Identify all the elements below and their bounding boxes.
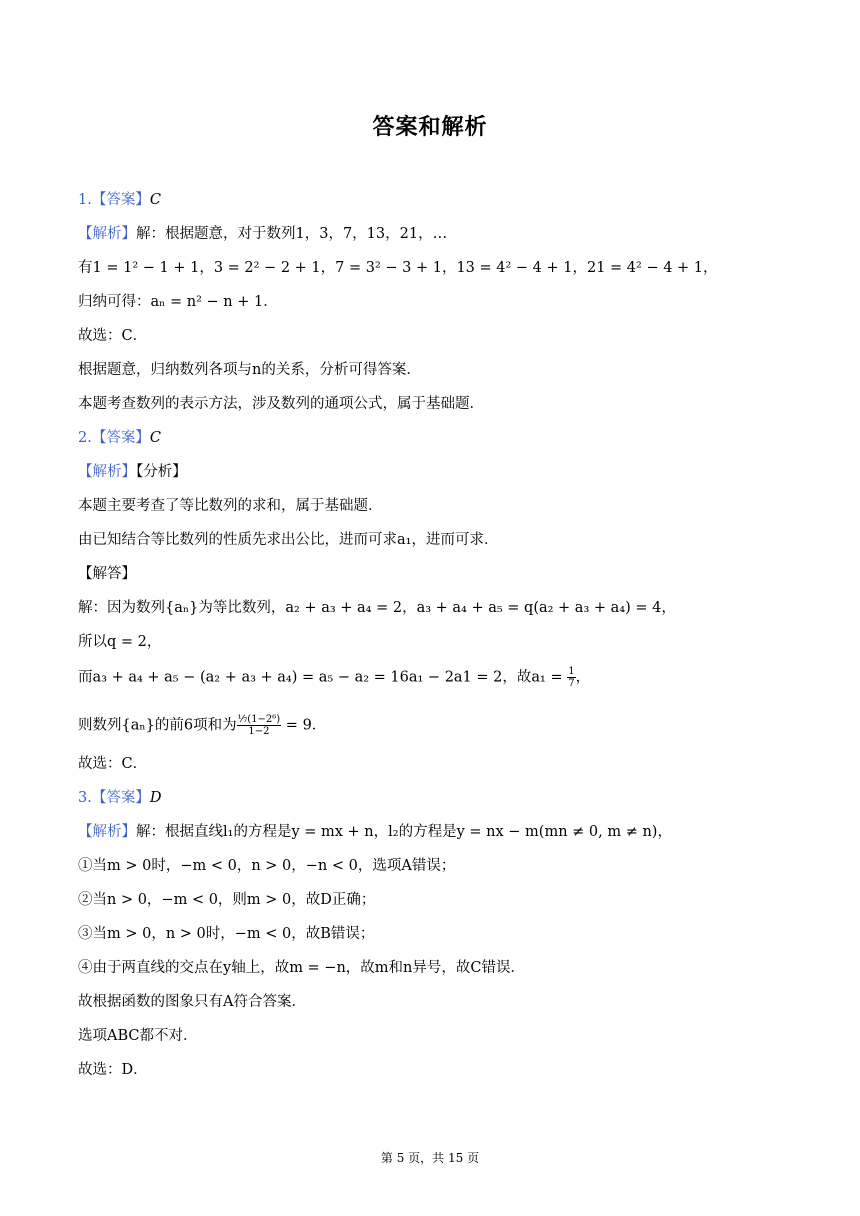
q3-analysis-line-1 [78, 822, 672, 842]
q3-text-4: ③当m > 0，n > 0时，−m < 0，故B错误； [78, 926, 375, 942]
q3-text-5: ④由于两直线的交点在y轴上，故m = −n，故m和n异号，故C错误． [78, 960, 525, 976]
q2-text-6 [78, 666, 590, 689]
q1-answer: C [149, 192, 161, 208]
q2-answer: C [149, 430, 161, 446]
q2-fraction-sum-num: ⅐(1−2⁶) [237, 714, 281, 725]
q3-answer: D [149, 790, 162, 806]
q2-text-7b: = 9． [281, 717, 327, 734]
q2-fraction-a1 [567, 666, 575, 689]
q3-answer-tag: 【答案】 [91, 790, 150, 806]
q2-text-5: 所以q = 2， [78, 634, 162, 650]
q2-text-8: 故选：C． [78, 756, 148, 772]
q3-text-7: 选项ABC都不对． [78, 1028, 198, 1044]
q1-analysis-line-1 [78, 224, 447, 244]
q2-text-2: 由已知结合等比数列的性质先求出公比，进而可求a₁，进而可求． [78, 532, 499, 548]
q2-text-6a: 而a₃ + a₄ + a₅ − (a₂ + a₃ + a₄) = a₅ − a₂ = 16a₁ − 2a1 = 2，故a₁ = [78, 669, 568, 686]
q1-text-5: 根据题意，归纳数列各项与n的关系，分析可得答案． [78, 362, 421, 378]
q2-analysis-line [78, 462, 187, 482]
q1-answer-tag: 【答案】 [91, 192, 150, 208]
q1-text-3: 归纳可得：aₙ = n² − n + 1． [78, 294, 278, 310]
q2-text-1: 本题主要考查了等比数列的求和，属于基础题． [78, 498, 383, 514]
q2-fraction-a1-den: 7 [568, 678, 575, 689]
q2-fenxi-tag: 【分析】 [136, 464, 187, 480]
q3-answer-header [78, 788, 161, 808]
q1-answer-header [78, 190, 161, 210]
q2-number: 2. [78, 430, 92, 446]
q3-text-8: 故选：D． [78, 1062, 148, 1078]
q3-text-3: ②当n > 0，−m < 0，则m > 0，故D正确； [78, 892, 376, 908]
q2-answer-tag: 【答案】 [91, 430, 150, 446]
q3-number: 3. [78, 790, 92, 806]
page-title: 答案和解析 [372, 115, 488, 140]
page-footer: 第 5 页，共 15 页 [380, 1151, 480, 1165]
q2-text-7a: 则数列{aₙ}的前6项和为 [78, 717, 237, 734]
q1-text-4: 故选：C． [78, 328, 148, 344]
q3-text-2: ①当m > 0时，−m < 0，n > 0，−n < 0，选项A错误； [78, 858, 456, 874]
q2-text-4: 解：因为数列{aₙ}为等比数列，a₂ + a₃ + a₄ = 2，a₃ + a₄ + a₅ = q(a₂ + a₃ + a₄) = 4， [78, 600, 676, 616]
q2-fraction-sum-den: 1−2 [248, 726, 270, 737]
q3-text-1: 解：根据直线l₁的方程是y = mx + n，l₂的方程是y = nx − m(mn ≠ 0, m ≠ n)， [136, 824, 672, 840]
q2-solution-tag: 【解答】 [78, 566, 136, 582]
q3-analysis-tag: 【解析】 [78, 824, 136, 840]
q1-text-2: 有1 = 1² − 1 + 1，3 = 2² − 2 + 1，7 = 3² − 3 + 1，13 = 4² − 4 + 1，21 = 4² − 4 + 1， [78, 260, 718, 276]
q2-answer-header [78, 428, 161, 448]
q1-text-6: 本题考查数列的表示方法，涉及数列的通项公式，属于基础题． [78, 396, 484, 412]
q1-text-1: 解：根据题意，对于数列1，3，7，13，21，… [136, 226, 448, 242]
q3-text-6: 故根据函数的图象只有A符合答案． [78, 994, 306, 1010]
q2-fraction-a1-num: 1 [568, 666, 575, 677]
q2-analysis-tag: 【解析】 [78, 464, 136, 480]
q2-text-7 [78, 714, 326, 737]
q2-fraction-sum [237, 714, 282, 737]
q2-text-6b: ， [575, 669, 591, 686]
q1-number: 1. [78, 192, 92, 208]
q1-analysis-tag: 【解析】 [78, 226, 136, 242]
